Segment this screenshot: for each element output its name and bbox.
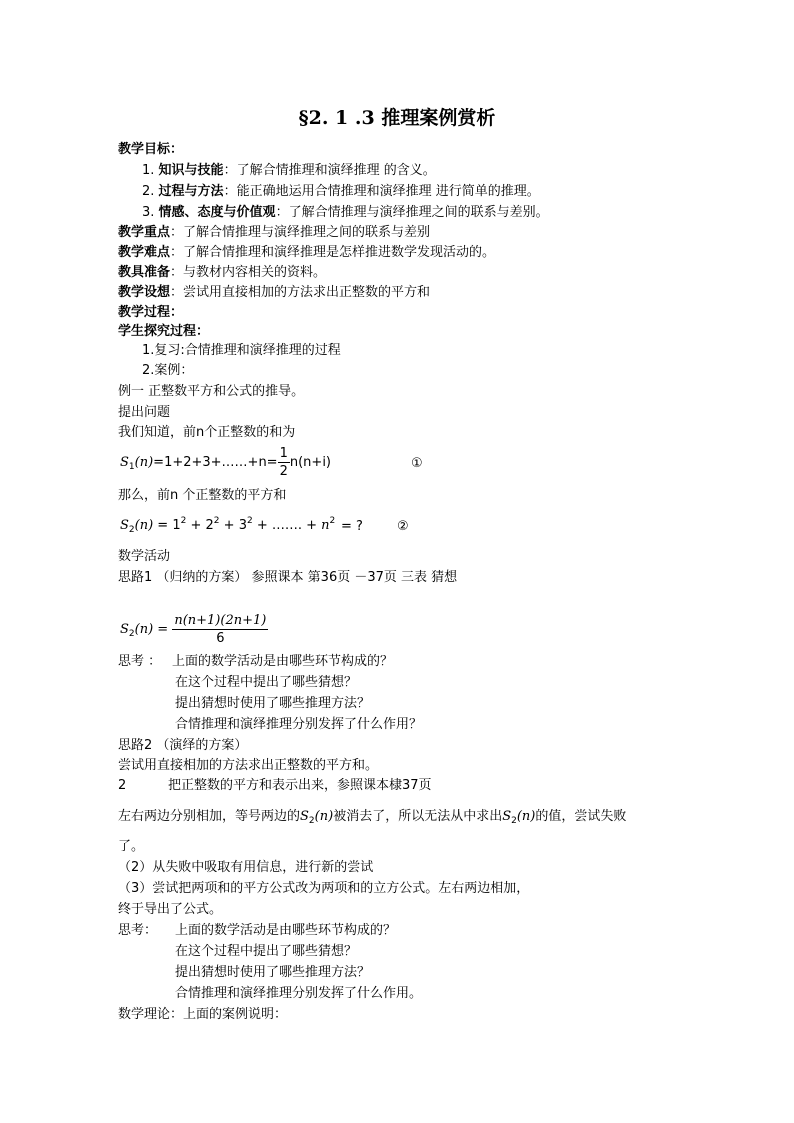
fail-end: 了。 (118, 839, 145, 854)
s2-term-1: 1 (172, 518, 181, 533)
think2-q1: 上面的数学活动是由哪些环节构成的？ (175, 923, 397, 938)
path2-p3: （3）尝试把两项和的平方公式改为两项和的立方公式。左右两边相加， (118, 881, 530, 896)
think1-q3: 提出猜想时使用了哪些推理方法？ (175, 696, 371, 711)
difficulty-text: ：了解合情推理和演绎推理是怎样推进数学发现活动的。 (170, 245, 496, 260)
think2-label: 思考： (118, 923, 158, 938)
s1-fraction (278, 445, 290, 480)
square-exponent: 2 (213, 516, 220, 526)
goal-num: 1. (142, 163, 155, 178)
example-title: 例一 正整数平方和公式的推导。 (118, 384, 305, 399)
path2-p3b: 终于导出了公式。 (118, 902, 223, 917)
path2-step-text: 把正整数的平方和表示出来，参照课本棣37页 (168, 778, 432, 793)
s1-arg: (n) (134, 455, 154, 470)
fail-s-arg: (n) (314, 809, 334, 824)
s2-arg: (n) (134, 518, 154, 533)
think2-q3: 提出猜想时使用了哪些推理方法？ (175, 965, 371, 980)
path2-try: 尝试用直接相加的方法求出正整数的平方和。 (118, 758, 379, 773)
goal-item-1 (142, 162, 436, 179)
think1-q4: 合情推理和演绎推理分别发挥了什么作用？ (175, 717, 423, 732)
square-exponent: 2 (329, 516, 336, 526)
fail-s-subscript: 2 (511, 816, 517, 826)
teaching-design (118, 284, 430, 301)
goal-num: 3. (142, 205, 155, 220)
s2-n: n (321, 518, 330, 533)
fail-s-arg: (n) (516, 809, 536, 824)
think2-q2: 在这个过程中提出了哪些猜想？ (175, 944, 358, 959)
mark-2: ② (397, 519, 409, 534)
example-then: 那么，前n 个正整数的平方和 (118, 488, 287, 503)
teaching-materials (118, 264, 326, 281)
activity-heading: 数学活动 (118, 549, 171, 564)
square-exponent: 2 (180, 516, 187, 526)
goal-item-2 (142, 183, 540, 200)
path1-line: 思路1 （归纳的方案） 参照课本 第36页 －37页 三表 猜想 (118, 570, 458, 585)
s1-numerator: 1 (279, 446, 288, 461)
guess-subscript: 2 (128, 629, 135, 639)
formula-guess (120, 612, 268, 647)
page-title: §2. 1 .3 推理案例赏析 (298, 107, 496, 129)
fail-s-symbol: S (300, 809, 309, 824)
theory-line: 数学理论：上面的案例说明： (118, 1007, 288, 1022)
think1-label: 思考 ： (118, 654, 162, 669)
s2-subscript: 2 (128, 525, 135, 535)
think1-q1: 上面的数学活动是由哪些环节构成的？ (172, 654, 394, 669)
s1-subscript: 1 (128, 462, 135, 472)
goals-heading: 教学目标： (118, 142, 184, 157)
fail-text-b: 被消去了，所以无法从中求出 (333, 809, 503, 824)
mark-1: ① (411, 456, 423, 471)
difficulty-label: 教学难点 (118, 245, 171, 260)
s2-term-3: + 3 (219, 518, 247, 533)
materials-text: ：与教材内容相关的资料。 (170, 265, 327, 280)
teaching-focus (118, 224, 430, 241)
think1-q2: 在这个过程中提出了哪些猜想？ (175, 675, 358, 690)
goal-num: 2. (142, 184, 155, 199)
s1-tail: n(n+i) (289, 455, 332, 470)
guess-denominator: 6 (216, 631, 225, 646)
fail-text-c: 的值，尝试失败 (535, 809, 627, 824)
square-exponent: 2 (246, 516, 253, 526)
s2-term-2: + 2 (186, 518, 214, 533)
formula-s2 (120, 517, 335, 534)
design-text: ：尝试用直接相加的方法求出正整数的平方和 (170, 285, 431, 300)
goal-text: ：了解合情推理与演绎推理之间的联系与差别。 (275, 205, 549, 220)
goal-item-3 (142, 204, 549, 221)
path2-fail-line (118, 808, 626, 825)
example-intro: 我们知道，前n个正整数的和为 (118, 425, 296, 440)
goal-text: ：了解合情推理和演绎推理 的含义。 (223, 163, 436, 178)
materials-label: 教具准备 (118, 265, 171, 280)
s2-eq: = (153, 518, 173, 533)
cases-item: 2.案例： (142, 363, 194, 378)
goal-label: 知识与技能 (158, 163, 224, 178)
teaching-difficulty (118, 244, 495, 261)
s2-ellipsis: + ……. + (252, 518, 322, 533)
goal-label: 情感、态度与价值观 (158, 205, 276, 220)
s1-symbol: S (120, 455, 129, 470)
review-item: 1.复习:合情推理和演绎推理的过程 (142, 343, 341, 358)
guess-symbol: S (120, 622, 129, 637)
goal-label: 过程与方法 (158, 184, 224, 199)
fail-s-subscript: 2 (308, 816, 315, 826)
s2-symbol: S (120, 518, 129, 533)
path2-heading: 思路2 （演绎的方案） (118, 738, 248, 753)
s1-sum: =1+2+3+……+n= (153, 455, 278, 470)
formula-s1 (120, 445, 331, 480)
explore-heading: 学生探究过程： (118, 324, 210, 339)
focus-text: ：了解合情推理与演绎推理之间的联系与差别 (170, 225, 431, 240)
guess-arg: (n) = (134, 622, 173, 637)
think2-q4: 合情推理和演绎推理分别发挥了什么作用。 (175, 986, 423, 1001)
fail-text-a: 左右两边分别相加，等号两边的 (118, 809, 301, 824)
path2-step-num: 2 (118, 778, 127, 793)
s2-question: = ? (341, 519, 363, 534)
guess-fraction (172, 612, 268, 647)
path2-p2: （2）从失败中吸取有用信息，进行新的尝试 (118, 860, 374, 875)
example-question: 提出问题 (118, 405, 171, 420)
s1-denominator: 2 (279, 464, 288, 479)
fail-s-symbol: S (502, 809, 512, 824)
guess-numerator: n(n+1)(2n+1) (174, 613, 267, 628)
focus-label: 教学重点 (118, 225, 171, 240)
design-label: 教学设想 (118, 285, 171, 300)
process-heading: 教学过程： (118, 305, 184, 320)
goal-text: ：能正确地运用合情推理和演绎推理 进行简单的推理。 (223, 184, 540, 199)
